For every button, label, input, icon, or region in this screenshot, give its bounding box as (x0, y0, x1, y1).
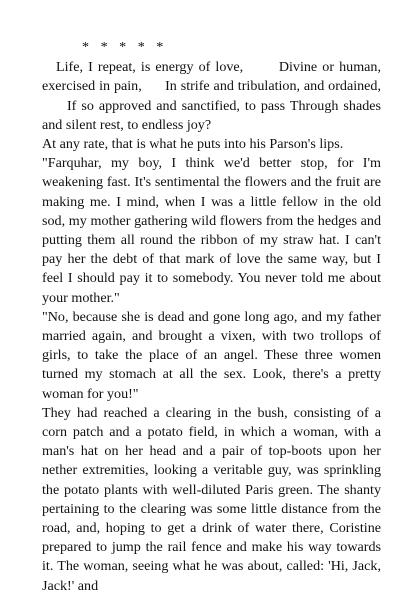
paragraph-4: They had reached a clearing in the bush, consisting of a corn patch and a potato field, in which a woman, with a man's hat on her head and a pair of top-boots upon her nether extremities, looking a veritable guy, was sprinkling the potato plants with well-diluted Paris green. The shanty pertaining to the clearing was some little distance from the road, and, hoping to get a drink of water there, Coristine prepared to jump the rail fence and make his way towards it. The woman, seeing what he was about, called: 'Hi, Jack, Jack!' and (42, 404, 381, 594)
paragraph-3: "No, because she is dead and gone long ago, and my father married again, and brought a vixen, with two trollops of girls, to take the place of an angel. These three women turned my stomach at all the sex. Look, there's a pretty woman for you!" (42, 308, 381, 402)
section-break: * * * * * (82, 39, 164, 55)
poem-stanza: Life, I repeat, is energy of love, Divine or human, exercised in pain, In strife and tribulation, and ordained, If so approved and sanctified, to pass Through shades and silent rest, to endless joy? (42, 59, 381, 133)
paragraph-2: "Farquhar, my boy, I think we'd better stop, for I'm weakening fast. It's sentimental the flowers and the fruit are making me. I mind, when I was a little fellow in the old sod, my mother gathering wild flowers from the hedges and putting them all round the ribbon of my straw hat. I can't pay her the debt of that mark of love the same way, but I feel I should pay it to somebody. You never told me about your mother." (42, 155, 381, 306)
paragraph-1: At any rate, that is what he puts into his Parson's lips. (42, 136, 344, 153)
page-text (42, 38, 381, 596)
